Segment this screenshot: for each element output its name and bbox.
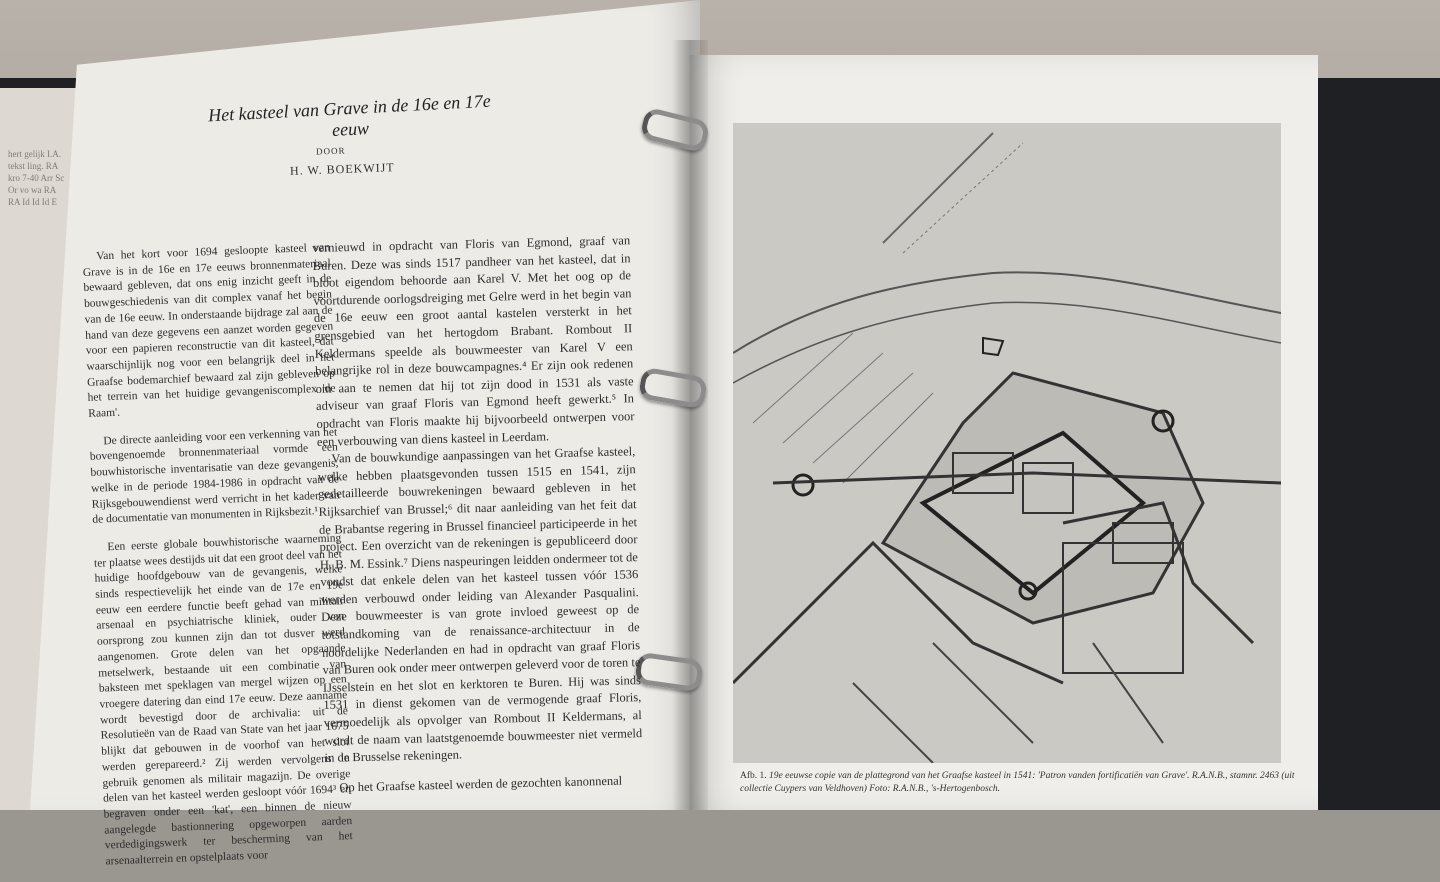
caption-label: Afb. 1. (740, 771, 767, 781)
text-column-left (82, 240, 354, 882)
article-title: Het kasteel van Grave in de 16e en 17e eeuw (207, 90, 492, 140)
byline: DOOR (315, 145, 346, 157)
paragraph: Van de bouwkundige aanpassingen van het Graafse kasteel, welke hebben plaatsgevonden tussen 1515 en 1541, zijn gedetailleerde bouwrekeningen bewaard gebleven in het Rijksarchief van Brussel;⁶ dit naar aanleiding van het feit dat de Brabantse regering in Brussel financieel participeerde in het project. Een overzicht van de rekeningen is gepubliceerd door H. B. M. Essink.⁷ Diens naspeuringen leidden ondermeer tot de vondst dat enkele delen van het kasteel tussen vóór 1536 werden verbouwd onder leiding van Alexander Pasqualini. Deze bouwmeester is van grote invloed geweest op de totstandkoming van de renaissance-architectuur in de noordelijke Nederlanden en had in opdracht van graaf Floris van Buren ook onder meer ontwerpen geleverd voor de toren te IJsselstein en het slot en kerktoren te Buren. Hij was sinds 1531 in dienst gekomen van de vermogende graaf Floris, vermoedelijk als opvolger van Rombout II Keldermans, al wordt de naam van laatstgenoemde bouwmeester niet vermeld in de Brusselse rekeningen. (317, 444, 643, 766)
page-gutter (672, 40, 708, 810)
paragraph: De directe aanleiding voor een verkenning van het bovengenoemde bronnenmateriaal vormde een bouwhistorische inventarisatie van deze gevangenis, welke in de periode 1984-1986 in opdracht van de Rijksgebouwendienst werd verricht in het kader van de documentatie van monumenten in Rijksbezit.¹ (89, 426, 340, 527)
text-column-right (312, 232, 644, 797)
paragraph: Van het kort voor 1694 gesloopte kasteel van Grave is in de 16e en 17e eeuws bronnenmateriaal bewaard gebleven, dat ons enig inzicht geeft in de bouwgeschiedenis van dit complex vanaf het begin van de 16e eeuw. In onderstaande bijdrage zal aan de hand van deze gegevens een aanzet worden gegeven voor een papieren reconstructie van dit kasteel, dat waarschijnlijk nog voor een belangrijk deel in het Graafse bodemarchief bewaard zal zijn gebleven op het terrein van het huidige gevangeniscomplex 'de Raam'. (82, 241, 336, 420)
author-name: H. W. BOEKWIJT (289, 160, 395, 178)
underlying-page-text: hert gelijk I.A. tekst ling. RA kro 7-40 Arr Sc Or vo wa RA RA Id Id Id E (8, 149, 65, 207)
figure-caption (740, 770, 1300, 795)
castle-floor-plan-image (733, 123, 1281, 763)
paragraph: Een eerste globale bouwhistorische waarneming ter plaatse wees destijds uit dat een groot deel van het huidige hoofdgebouw van de gevangenis, welke sinds respectievelijk het einde van de 17e en 19e eeuw een eerdere functie beeft gehad van militair arsenaal en psychiatrische kliniek, ouder van oorsprong zou kunnen zijn dan tot dusver werd aangenomen. Grote delen van het opgaande metselwerk, bestaande uit een combinatie van baksteen met speklagen van mergel wijzen op een vroegere datering dan eind 17e eeuw. Deze aanname wordt bevestigd door de archivalia: uit de Resolutieën van de Raad van State van het jaar 1675 blijkt dat gebouwen in de voorhof van het slot werden gerepareerd.² Zij werden vervolgens in gebruik genomen als militair magazijn. De overige delen van het kasteel werden gesloopt vóór 1694³ en begraven onder een 'kat', een binnen de nieuw aangelegde bastionnering opgeworpen aarden verdedigingswerk ter bescherming van het arsenaalterrein en opstelplaats voor (93, 532, 353, 868)
paragraph: vernieuwd in opdracht van Floris van Egmond, graaf van Buren. Deze was sinds 1517 pandheer van het kasteel, dat in bloot eigendom behoorde aan Karel V. Met het oog op de voortdurende oorlogsdreiging met Gelre werd in het begin van de 16e eeuw een groot aantal kastelen versterkt in het grensgebied van het hertogdom Brabant. Rombout II Keldermans speelde als bouwmeester van Karel V een belangrijke rol in deze bouwcampagnes.⁴ Er zijn ook redenen om aan te nemen dat hij tot zijn dood in 1531 als vaste adviseur van graaf Floris van Egmond heeft gewerkt.⁵ In opdracht van Floris maakte hij bijvoorbeeld ontwerpen voor een verbouwing van diens kasteel in Leerdam. (312, 233, 635, 449)
paragraph: Op het Graafse kasteel werden de gezochten kanonnenal (339, 773, 623, 795)
caption-text: 19e eeuwse copie van de plattegrond van het Graafse kasteel in 1541: 'Patron vanden fortificatiën van Grave'. R.A.N.B., stamnr. 2463 (uit collectie Cuypers van Veldhoven) Foto: R.A.N.B., 's-Hertogenbosch. (740, 771, 1295, 794)
